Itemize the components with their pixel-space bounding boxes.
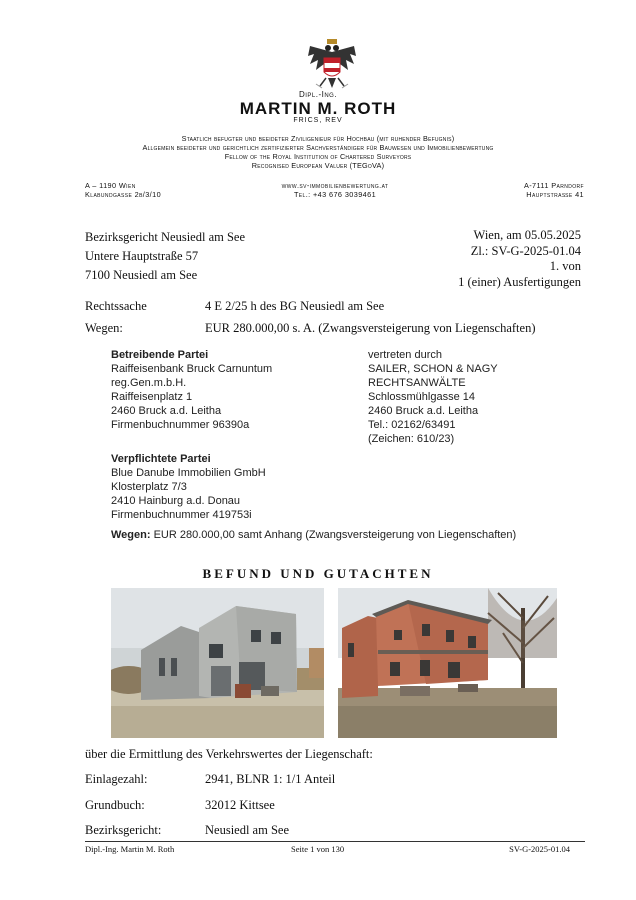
einlagezahl-label: Einlagezahl: [85, 772, 148, 786]
footer-divider [85, 841, 585, 842]
debtor-line: Klosterplatz 7/3 [111, 481, 187, 493]
creditor-line: Firmenbuchnummer 96390a [111, 419, 250, 431]
letterhead-suffix: FRICS, REV [293, 117, 343, 124]
creditor-party [111, 348, 272, 432]
letterhead-qualification: Allgemein beeideter und gerichtlich zertifizierter Sachverständiger für Bauwesen und Immobilienbewertung [142, 143, 494, 152]
creditor-line: Raiffeisenbank Bruck Carnuntum [111, 363, 273, 375]
rechtssache-value: 4 E 2/25 h des BG Neusiedl am See [205, 299, 385, 313]
address-line: Hauptstraße 41 [526, 190, 584, 199]
wegen-value: EUR 280.000,00 s. A. (Zwangsversteigerung von Liegenschaften) [205, 321, 536, 335]
wegen-summary-label: Wegen: [111, 529, 151, 541]
letterhead-contact [240, 181, 430, 199]
wegen-summary [111, 529, 516, 541]
wegen-summary-value: EUR 280.000,00 samt Anhang (Zwangsversteigerung von Liegenschaften) [150, 529, 517, 541]
representative-line: RECHTSANWÄLTE [368, 377, 466, 389]
representative-line: 2460 Bruck a.d. Leitha [368, 405, 479, 417]
einlagezahl-value: 2941, BLNR 1: 1/1 Anteil [205, 772, 336, 786]
wegen-label: Wegen: [85, 321, 123, 335]
copy-number: 1. von [549, 259, 581, 273]
bezirksgericht-value: Neusiedl am See [205, 823, 290, 837]
representative-line: (Zeichen: 610/23) [368, 433, 455, 445]
grundbuch-value: 32012 Kittsee [205, 798, 275, 812]
representative-line: Tel.: 02162/63491 [368, 419, 456, 431]
letterhead-address-parndorf [524, 181, 584, 199]
recipient-line: 7100 Neusiedl am See [85, 268, 198, 282]
footer-page-number: Seite 1 von 130 [291, 844, 345, 854]
bezirksgericht-label: Bezirksgericht: [85, 823, 162, 837]
footer-author: Dipl.-Ing. Martin M. Roth [85, 844, 175, 854]
address-line: A-7111 Parndorf [523, 181, 584, 190]
property-photo-side [338, 588, 557, 738]
creditor-line: reg.Gen.m.b.H. [111, 377, 187, 389]
debtor-line: 2410 Hainburg a.d. Donau [111, 495, 241, 507]
creditor-line: Raiffeisenplatz 1 [111, 391, 193, 403]
recipient-line: Untere Hauptstraße 57 [85, 249, 199, 263]
rechtssache-label: Rechtssache [85, 299, 147, 313]
valuation-intro: über die Ermittlung des Verkehrswertes der Liegenschaft: [85, 747, 373, 761]
recipient-address [85, 228, 245, 285]
property-photo-front [111, 588, 324, 738]
reference-number: Zl.: SV-G-2025-01.04 [470, 243, 581, 258]
letterhead-name: MARTIN M. ROTH [239, 99, 397, 118]
debtor-heading: Verpflichtete Partei [111, 453, 211, 465]
representative-line: Schlossmühlgasse 14 [368, 391, 476, 403]
copies-count: 1 (einer) Ausfertigungen [458, 274, 581, 289]
recipient-line: Bezirksgericht Neusiedl am See [85, 230, 246, 244]
address-line: Klabundgasse 2b/3/10 [85, 190, 162, 199]
debtor-line: Blue Danube Immobilien GmbH [111, 467, 266, 479]
footer-reference: SV-G-2025-01.04 [509, 844, 570, 854]
creditor-heading: Betreibende Partei [111, 349, 209, 361]
creditor-line: 2460 Bruck a.d. Leitha [111, 405, 222, 417]
representative-line: vertreten durch [368, 349, 442, 361]
letterhead-qualification: Recognised European Valuer (TEGoVA) [251, 161, 385, 170]
debtor-party [111, 452, 266, 522]
letterhead-qualification: Staatlich befugter und beeideter Ziviligenieur für Hochbau (mit ruhender Befugnis) [181, 134, 455, 143]
debtor-line: Firmenbuchnummer 419753i [111, 509, 252, 521]
representative-party [368, 348, 498, 446]
phone-number: Tel.: +43 676 3039461 [293, 190, 377, 199]
austrian-eagle-icon [306, 38, 358, 92]
representative-line: SAILER, SCHON & NAGY [368, 363, 498, 375]
section-title: BEFUND UND GUTACHTEN [202, 566, 434, 581]
letterhead-qualification: Fellow of the Royal Institution of Chartered Surveyors [224, 152, 412, 161]
document-date: Wien, am 05.05.2025 [473, 228, 581, 242]
grundbuch-label: Grundbuch: [85, 798, 145, 812]
letterhead-address-vienna [85, 181, 161, 199]
website-link[interactable]: www.sv-immobilienbewertung.at [281, 181, 389, 190]
letterhead-title-prefix: Dipl.-Ing. [298, 90, 338, 99]
date-reference-block [458, 228, 581, 290]
address-line: A – 1190 Wien [85, 181, 136, 190]
